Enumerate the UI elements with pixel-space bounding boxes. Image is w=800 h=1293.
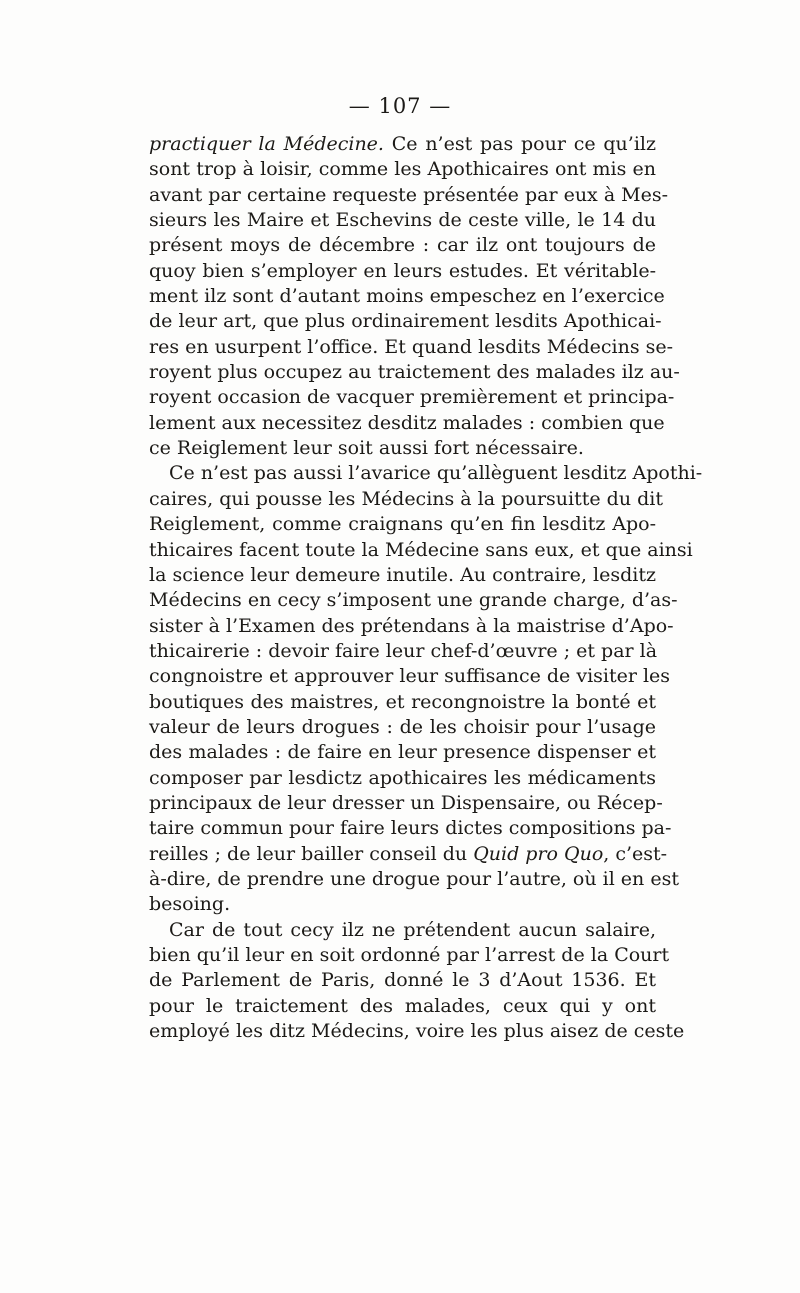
text-line (149, 335, 674, 360)
text-line (149, 259, 656, 284)
text-line (149, 183, 669, 208)
text-segment: sieurs les Maire et Eschevins de ceste ville, le 14 du (149, 209, 656, 232)
text-line (149, 766, 656, 791)
text-segment: Ce n’est pas aussi l’avarice qu’allèguent lesditz Apothi- (169, 462, 703, 485)
text-line (149, 309, 662, 334)
text-segment: royent plus occupez au traictement des malades ilz au- (149, 361, 680, 384)
italic-text: practiquer la Médecine. (149, 133, 384, 155)
text-segment: pour le traictement des malades, ceux qui y ont (149, 994, 656, 1017)
text-segment: reilles ; de leur bailler conseil du (149, 842, 474, 865)
text-line (149, 639, 656, 664)
text-segment: sister à l’Examen des prétendans à la maistrise d’Apo- (149, 614, 674, 637)
text-line (149, 538, 693, 563)
text-line (149, 132, 656, 157)
text-line (149, 461, 703, 486)
text-segment: composer par lesdictz apothicaires les médicaments (149, 766, 656, 789)
text-segment: sont trop à loisir, comme les Apothicaires ont mis en (149, 158, 656, 181)
text-segment: la science leur demeure inutile. Au contraire, lesditz (149, 563, 656, 586)
text-segment: avant par certaine requeste présentée par eux à Mes- (149, 183, 669, 206)
text-line (149, 208, 656, 233)
text-segment: principaux de leur dresser un Dispensaire, ou Récep- (149, 791, 663, 814)
text-line (149, 791, 663, 816)
text-line (149, 512, 656, 537)
text-segment: Reiglement, comme craignans qu’en fin lesditz Apo- (149, 513, 656, 536)
text-line (149, 411, 665, 436)
text-segment: caires, qui pousse les Médecins à la poursuitte du dit (149, 487, 663, 510)
text-segment: Médecins en cecy s’imposent une grande charge, d’as- (149, 589, 678, 612)
text-line (149, 943, 670, 968)
italic-text: Quid pro Quo (473, 842, 604, 865)
text-line (149, 968, 656, 993)
body-text (149, 132, 703, 1044)
text-segment: quoy bien s’employer en leurs estudes. Et véritable- (149, 259, 656, 282)
text-segment: bien qu’il leur en soit ordonné par l’arrest de la Court (149, 944, 670, 966)
text-line (149, 436, 656, 461)
text-line (149, 563, 656, 588)
text-line (149, 690, 656, 715)
text-line (149, 867, 679, 892)
text-line (149, 715, 656, 740)
text-line (149, 740, 656, 765)
text-segment: taire commun pour faire leurs dictes compositions pa- (149, 817, 672, 840)
text-segment: des malades : de faire en leur presence dispenser et (149, 741, 656, 764)
text-line (149, 284, 665, 309)
text-line (149, 487, 663, 512)
text-line (149, 385, 675, 410)
text-segment: à-dire, de prendre une drogue pour l’autre, où il en est (149, 867, 679, 890)
text-segment: royent occasion de vacquer premièrement et principa- (149, 386, 675, 409)
text-segment: thicaires facent toute la Médecine sans eux, et que ainsi (149, 538, 693, 561)
text-segment: res en usurpent l’office. Et quand lesdits Médecins se- (149, 335, 674, 358)
text-segment: Ce n’est pas pour ce qu’ilz (383, 133, 656, 155)
text-line (149, 918, 656, 943)
text-segment: boutiques des maistres, et recongnoistre la bonté et (149, 690, 656, 713)
text-line (149, 588, 678, 613)
text-segment: lement aux necessitez desditz malades : combien que (149, 411, 665, 434)
text-segment: présent moys de décembre : car ilz ont toujours de (149, 234, 656, 257)
text-segment: valeur de leurs drogues : de les choisir pour l’usage (149, 715, 656, 738)
text-line (149, 1019, 685, 1044)
text-segment: Car de tout cecy ilz ne prétendent aucun salaire, (169, 918, 656, 941)
text-segment: employé les ditz Médecins, voire les plus aisez de ceste (149, 1020, 685, 1043)
text-segment: ce Reiglement leur soit aussi fort nécessaire. (149, 437, 584, 460)
text-segment: , c’est- (603, 842, 668, 865)
text-line (149, 157, 656, 182)
text-segment: de leur art, que plus ordinairement lesdits Apothicai- (149, 310, 662, 333)
text-segment: thicairerie : devoir faire leur chef-d’œuvre ; et par là (149, 639, 658, 662)
page-number: — 107 — (348, 94, 452, 118)
text-line (149, 360, 680, 385)
text-segment: de Parlement de Paris, donné le 3 d’Aout 1536. Et (149, 969, 656, 992)
text-line (149, 233, 656, 258)
text-line (149, 842, 668, 867)
text-segment: besoing. (149, 893, 231, 916)
text-line (149, 614, 674, 639)
text-line (149, 664, 671, 689)
text-line (149, 892, 656, 917)
text-line (149, 816, 672, 841)
text-segment: congnoistre et approuver leur suffisance de visiter les (149, 665, 671, 688)
text-segment: ment ilz sont d’autant moins empeschez en l’exercice (149, 285, 665, 308)
text-line (149, 994, 656, 1019)
